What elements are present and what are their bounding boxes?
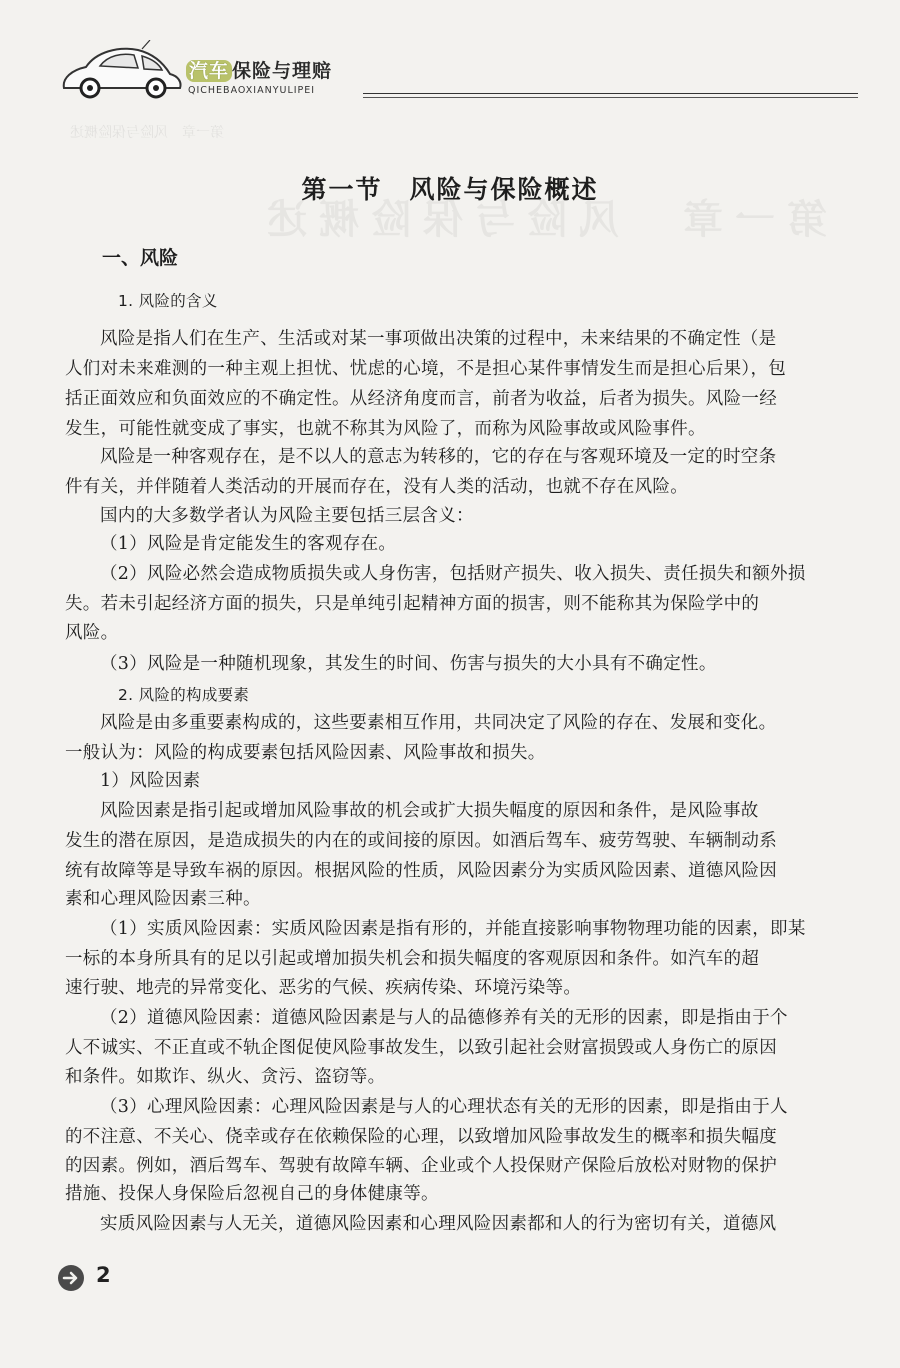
bleed-through-ghost: 第一章 风险与保险概述 <box>255 196 827 243</box>
page-number: 2 <box>96 1263 111 1287</box>
text-line: 风险。 <box>65 623 119 643</box>
bleed-through-ghost-small: 第一章 风险与保险概述 <box>70 125 224 141</box>
text-line: 发生的潜在原因，是造成损失的内在的或间接的原因。如酒后驾车、疲劳驾驶、车辆制动系 <box>65 831 777 851</box>
text-line: 措施、投保人身保险后忽视自己的身体健康等。 <box>65 1184 439 1204</box>
text-line: 失。若未引起经济方面的损失，只是单纯引起精神方面的损害，则不能称其为保险学中的 <box>65 594 760 614</box>
text-line: 括正面效应和负面效应的不确定性。从经济角度而言，前者为收益，后者为损失。风险一经 <box>65 389 777 409</box>
subheading-elements: 2. 风险的构成要素 <box>118 686 250 704</box>
brand-highlight: 汽车 <box>186 60 232 82</box>
brand-pinyin: QICHEBAOXIANYULIPEI <box>188 85 316 96</box>
text-line: 统有故障等是导致车祸的原因。根据风险的性质，风险因素分为实质风险因素、道德风险因 <box>65 861 777 881</box>
header-rule <box>363 93 858 94</box>
text-line: （2）风险必然会造成物质损失或人身伤害，包括财产损失、收入损失、责任损失和额外损 <box>100 564 806 584</box>
header-rule-thin <box>363 97 858 98</box>
text-line: （1）实质风险因素：实质风险因素是指有形的，并能直接影响事物物理功能的因素，即某 <box>100 919 806 939</box>
text-line: 人们对未来难测的一种主观上担忧、忧虑的心境，不是担心某件事情发生而是担心后果），包 <box>65 359 787 379</box>
text-line: 风险是由多重要素构成的，这些要素相互作用，共同决定了风险的存在、发展和变化。 <box>100 713 777 733</box>
heading-risk: 一、风险 <box>102 247 179 269</box>
text-line: 国内的大多数学者认为风险主要包括三层含义： <box>100 506 474 526</box>
text-line: 的因素。例如，酒后驾车、驾驶有故障车辆、企业或个人投保财产保险后放松对财物的保护 <box>65 1156 777 1176</box>
text-line: 一标的本身所具有的足以引起或增加损失机会和损失幅度的客观原因和条件。如汽车的超 <box>65 949 760 969</box>
subheading-meaning: 1. 风险的含义 <box>118 292 218 310</box>
car-logo-icon <box>58 40 188 100</box>
text-line: 的不注意、不关心、侥幸或存在依赖保险的心理，以致增加风险事故发生的概率和损失幅度 <box>65 1127 777 1147</box>
text-line: 风险因素是指引起或增加风险事故的机会或扩大损失幅度的原因和条件，是风险事故 <box>100 801 759 821</box>
running-header <box>58 40 858 100</box>
text-line: 速行驶、地壳的异常变化、恶劣的气候、疾病传染、环境污染等。 <box>65 978 582 998</box>
text-line: （3）风险是一种随机现象，其发生的时间、伤害与损失的大小具有不确定性。 <box>100 654 717 674</box>
text-line: （3）心理风险因素：心理风险因素是与人的心理状态有关的无形的因素，即是指由于人 <box>100 1097 788 1117</box>
text-line: 件有关，并伴随着人类活动的开展而存在，没有人类的活动，也就不存在风险。 <box>65 477 688 497</box>
section-title: 第一节 风险与保险概述 <box>301 175 599 204</box>
book-brand <box>186 56 332 83</box>
text-line: 实质风险因素与人无关，道德风险因素和心理风险因素都和人的行为密切有关，道德风 <box>100 1214 777 1234</box>
text-line: 素和心理风险因素三种。 <box>65 889 261 909</box>
page-footer <box>58 1263 138 1293</box>
text-line: 发生，可能性就变成了事实，也就不称其为风险了，而称为风险事故或风险事件。 <box>65 419 706 439</box>
page-arrow-icon <box>58 1265 84 1291</box>
text-line: （2）道德风险因素：道德风险因素是与人的品德修养有关的无形的因素，即是指由于个 <box>100 1008 788 1028</box>
text-line: 人不诚实、不正直或不轨企图促使风险事故发生，以致引起社会财富损毁或人身伤亡的原因 <box>65 1038 777 1058</box>
text-line: 1）风险因素 <box>100 771 201 791</box>
text-line: 风险是指人们在生产、生活或对某一事项做出决策的过程中，未来结果的不确定性（是 <box>100 329 777 349</box>
brand-title: 保险与理赔 <box>232 60 333 82</box>
text-line: （1）风险是肯定能发生的客观存在。 <box>100 534 397 554</box>
text-line: 风险是一种客观存在，是不以人的意志为转移的，它的存在与客观环境及一定的时空条 <box>100 447 777 467</box>
text-line: 和条件。如欺诈、纵火、贪污、盗窃等。 <box>65 1067 386 1087</box>
text-line: 一般认为：风险的构成要素包括风险因素、风险事故和损失。 <box>65 743 546 763</box>
